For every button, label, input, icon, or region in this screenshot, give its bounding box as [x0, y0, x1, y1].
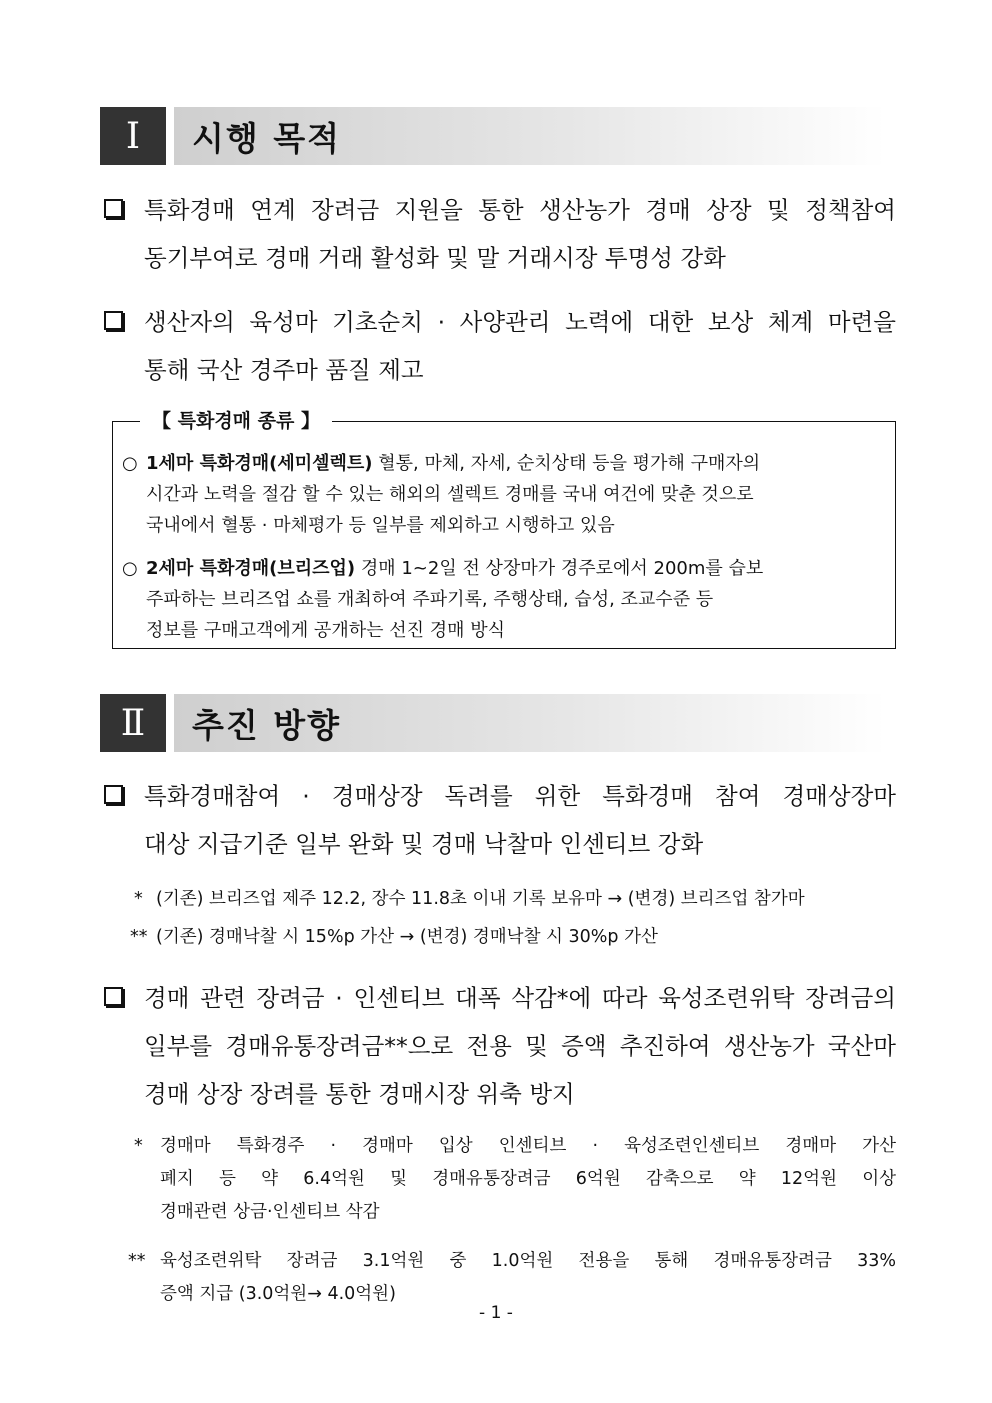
- kind-title: 2세마 특화경매(브리즈업): [146, 558, 356, 579]
- paragraph-line: 경매 관련 장려금 · 인센티브 대폭 삭감*에 따라 육성조련위탁 장려금의: [144, 984, 896, 1012]
- section-2-title: 추진 방향: [192, 705, 342, 745]
- footnote: [128, 1245, 896, 1311]
- purpose-paragraph-1: [104, 186, 896, 282]
- kind-desc-line: 시간과 노력을 절감 할 수 있는 해외의 셀렉트 경매를 국내 여건에 맞춘 것으로: [146, 484, 754, 505]
- paragraph-line: 일부를 경매유통장려금**으로 전용 및 증액 추진하여 생산농가 국산마: [144, 1032, 896, 1060]
- kind-desc-line: 주파하는 브리즈업 쇼를 개최하여 주파기록, 주행상태, 습성, 조교수준 등: [146, 589, 714, 610]
- paragraph-line: 생산자의 육성마 기초순치 · 사양관리 노력에 대한 보상 체계 마련을: [144, 308, 896, 336]
- circle-bullet-icon: ○: [122, 453, 138, 474]
- kind-title: 1세마 특화경매(세미셀렉트): [146, 453, 373, 474]
- kind-desc-line: 경매 1~2일 전 상장마가 경주로에서 200m를 습보: [360, 558, 764, 579]
- footnote: [134, 883, 896, 916]
- section-1-header: [100, 107, 886, 165]
- direction-paragraph-1: [104, 772, 896, 868]
- footnote-mark: *: [134, 889, 143, 909]
- section-2-title-bar: [174, 694, 886, 752]
- footnote-mark: *: [134, 1136, 143, 1156]
- section-2-number: Ⅱ: [100, 694, 166, 752]
- auction-kind-item: [122, 448, 882, 541]
- section-2-header: [100, 694, 886, 752]
- paragraph-line: 동기부여로 경매 거래 활성화 및 말 거래시장 투명성 강화: [144, 244, 726, 272]
- footnote-text: (기존) 경매낙찰 시 15%p 가산 → (변경) 경매낙찰 시 30%p 가산: [156, 927, 658, 947]
- footnote-line: 육성조련위탁 장려금 3.1억원 중 1.0억원 전용을 통해 경매유통장려금 33%: [160, 1251, 896, 1271]
- paragraph-line: 특화경매참여 · 경매상장 독려를 위한 특화경매 참여 경매상장마: [144, 782, 896, 810]
- paragraph-line: 경매 상장 장려를 통한 경매시장 위축 방지: [144, 1080, 575, 1108]
- checkbox-bullet-icon: [104, 987, 123, 1006]
- footnote-mark: **: [128, 1251, 146, 1271]
- checkbox-bullet-icon: [104, 311, 123, 330]
- paragraph-line: 특화경매 연계 장려금 지원을 통한 생산농가 경매 상장 및 정책참여: [144, 196, 896, 224]
- checkbox-bullet-icon: [104, 785, 123, 804]
- page-number: - 1 -: [479, 1303, 513, 1323]
- footnote-line: 경매마 특화경주 · 경매마 입상 인센티브 · 육성조련인센티브 경매마 가산: [160, 1136, 896, 1156]
- footnote: [130, 921, 896, 954]
- footnote-line: 증액 지급 (3.0억원→ 4.0억원): [160, 1284, 396, 1304]
- purpose-paragraph-2: [104, 298, 896, 394]
- footnote-mark: **: [130, 927, 148, 947]
- kind-desc-line: 혈통, 마체, 자세, 순치상태 등을 평가해 구매자의: [378, 453, 761, 474]
- footnote-text: (기존) 브리즈업 제주 12.2, 장수 11.8초 이내 기록 보유마 → (변경) 브리즈업 참가마: [156, 889, 805, 909]
- footnote: [134, 1130, 896, 1229]
- auction-kinds-label: 【 특화경매 종류 】: [140, 406, 332, 436]
- checkbox-bullet-icon: [104, 199, 123, 218]
- kind-desc-line: 국내에서 혈통 · 마체평가 등 일부를 제외하고 시행하고 있음: [146, 515, 615, 536]
- footnote-line: 폐지 등 약 6.4억원 및 경매유통장려금 6억원 감축으로 약 12억원 이상: [160, 1169, 896, 1189]
- kind-desc-line: 정보를 구매고객에게 공개하는 선진 경매 방식: [146, 620, 505, 641]
- auction-kind-item: [122, 553, 882, 646]
- footnote-line: 경매관련 상금·인센티브 삭감: [160, 1202, 380, 1222]
- paragraph-line: 대상 지급기준 일부 완화 및 경매 낙찰마 인센티브 강화: [144, 830, 704, 858]
- paragraph-line: 통해 국산 경주마 품질 제고: [144, 356, 424, 384]
- direction-paragraph-2: [104, 974, 896, 1118]
- section-1-number: Ⅰ: [100, 107, 166, 165]
- circle-bullet-icon: ○: [122, 558, 138, 579]
- section-1-title-bar: [174, 107, 886, 165]
- section-1-title: 시행 목적: [192, 118, 342, 158]
